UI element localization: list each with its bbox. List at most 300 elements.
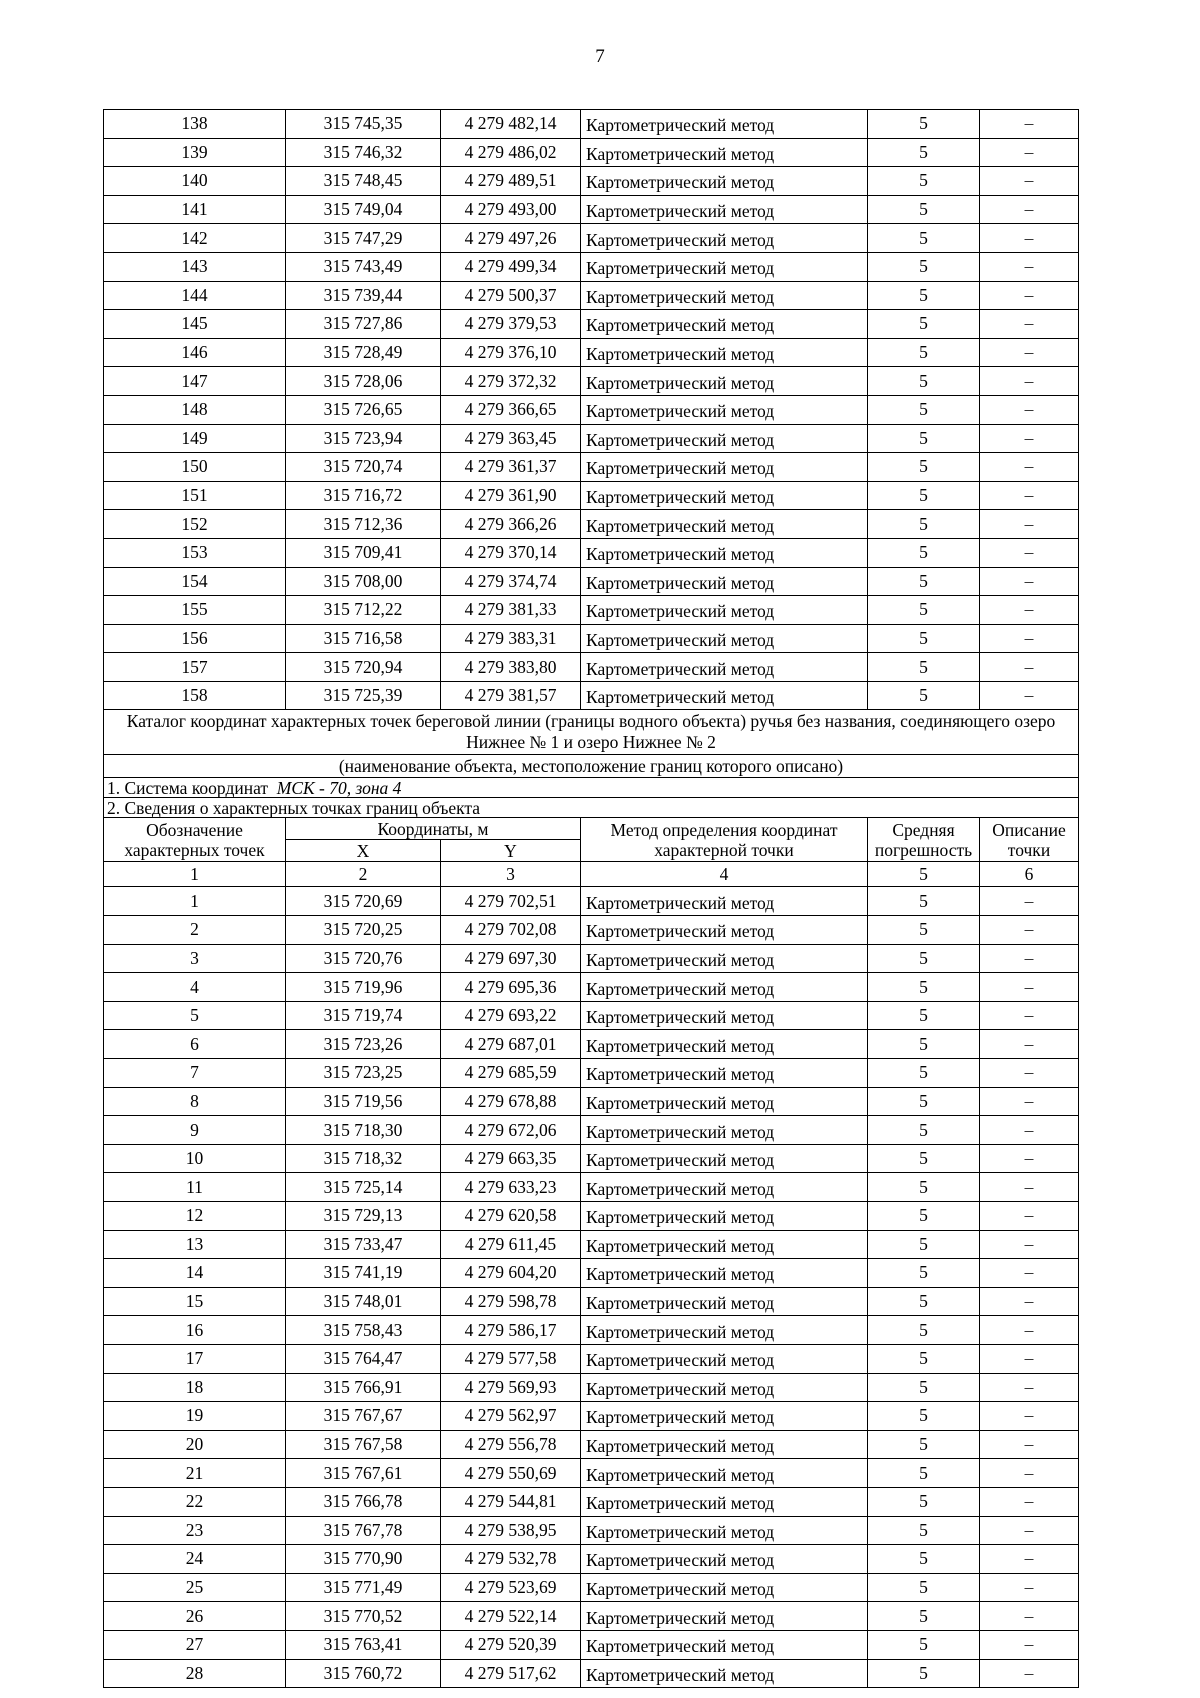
point-number: 24 (104, 1545, 286, 1574)
method: Картометрический метод (581, 1516, 868, 1545)
table-row (104, 1001, 1079, 1030)
table-row (104, 453, 1079, 482)
method: Картометрический метод (581, 1087, 868, 1116)
table-row (104, 1630, 1079, 1659)
mean-error: 5 (868, 510, 980, 539)
point-description: – (980, 1316, 1079, 1345)
header-method: Метод определения координат характерной точки (581, 818, 868, 862)
point-description: – (980, 1430, 1079, 1459)
method: Картометрический метод (581, 453, 868, 482)
catalog-title: Каталог координат характерных точек береговой линии (границы водного объекта) ручья без названия, соединяющего озеро Нижнее № 1 и озеро Нижнее № 2 (104, 710, 1079, 755)
method: Картометрический метод (581, 424, 868, 453)
mean-error: 5 (868, 916, 980, 945)
mean-error: 5 (868, 681, 980, 710)
method: Картометрический метод (581, 1402, 868, 1431)
method: Картометрический метод (581, 1573, 868, 1602)
table-row (104, 395, 1079, 424)
point-description: – (980, 424, 1079, 453)
point-number: 18 (104, 1373, 286, 1402)
point-number: 150 (104, 453, 286, 482)
x-coordinate: 315 746,32 (286, 138, 441, 167)
x-coordinate: 315 766,91 (286, 1373, 441, 1402)
mean-error: 5 (868, 1602, 980, 1631)
mean-error: 5 (868, 110, 980, 139)
point-number: 9 (104, 1116, 286, 1145)
point-number: 155 (104, 596, 286, 625)
x-coordinate: 315 727,86 (286, 310, 441, 339)
y-coordinate: 4 279 499,34 (441, 252, 581, 281)
x-coordinate: 315 719,74 (286, 1001, 441, 1030)
column-number: 1 (104, 862, 286, 887)
point-number: 153 (104, 538, 286, 567)
table-row (104, 1116, 1079, 1145)
y-coordinate: 4 279 702,08 (441, 916, 581, 945)
method: Картометрический метод (581, 1430, 868, 1459)
table-row (104, 367, 1079, 396)
table-row (104, 1402, 1079, 1431)
mean-error: 5 (868, 538, 980, 567)
y-coordinate: 4 279 672,06 (441, 1116, 581, 1145)
point-description: – (980, 1602, 1079, 1631)
point-description: – (980, 1545, 1079, 1574)
y-coordinate: 4 279 693,22 (441, 1001, 581, 1030)
y-coordinate: 4 279 523,69 (441, 1573, 581, 1602)
point-description: – (980, 1202, 1079, 1231)
header-coordinates: Координаты, м (286, 818, 581, 840)
y-coordinate: 4 279 363,45 (441, 424, 581, 453)
table-row (104, 110, 1079, 139)
x-coordinate: 315 725,14 (286, 1173, 441, 1202)
method: Картометрический метод (581, 1116, 868, 1145)
table-row (104, 138, 1079, 167)
table-row (104, 944, 1079, 973)
mean-error: 5 (868, 1059, 980, 1088)
table-row (104, 1573, 1079, 1602)
point-number: 145 (104, 310, 286, 339)
table-row (104, 252, 1079, 281)
method: Картометрический метод (581, 195, 868, 224)
method: Картометрический метод (581, 567, 868, 596)
method: Картометрический метод (581, 1630, 868, 1659)
point-number: 16 (104, 1316, 286, 1345)
point-description: – (980, 653, 1079, 682)
table-row (104, 1602, 1079, 1631)
y-coordinate: 4 279 482,14 (441, 110, 581, 139)
point-number: 27 (104, 1630, 286, 1659)
mean-error: 5 (868, 1202, 980, 1231)
table-row (104, 887, 1079, 916)
method: Картометрический метод (581, 1287, 868, 1316)
table-row (104, 481, 1079, 510)
table-row (104, 281, 1079, 310)
y-coordinate: 4 279 544,81 (441, 1487, 581, 1516)
x-coordinate: 315 718,32 (286, 1144, 441, 1173)
mean-error: 5 (868, 653, 980, 682)
method: Картометрический метод (581, 1173, 868, 1202)
x-coordinate: 315 766,78 (286, 1487, 441, 1516)
mean-error: 5 (868, 424, 980, 453)
table-row (104, 1373, 1079, 1402)
x-coordinate: 315 748,01 (286, 1287, 441, 1316)
point-description: – (980, 110, 1079, 139)
mean-error: 5 (868, 624, 980, 653)
y-coordinate: 4 279 522,14 (441, 1602, 581, 1631)
point-number: 144 (104, 281, 286, 310)
y-coordinate: 4 279 493,00 (441, 195, 581, 224)
table-row (104, 624, 1079, 653)
column-number: 5 (868, 862, 980, 887)
mean-error: 5 (868, 1630, 980, 1659)
table-row (104, 310, 1079, 339)
x-coordinate: 315 712,22 (286, 596, 441, 625)
point-number: 10 (104, 1144, 286, 1173)
table-row (104, 1144, 1079, 1173)
point-number: 143 (104, 252, 286, 281)
mean-error: 5 (868, 310, 980, 339)
point-number: 14 (104, 1259, 286, 1288)
method: Картометрический метод (581, 1001, 868, 1030)
x-coordinate: 315 720,25 (286, 916, 441, 945)
table-row (104, 916, 1079, 945)
method: Картометрический метод (581, 624, 868, 653)
point-number: 139 (104, 138, 286, 167)
point-number: 138 (104, 110, 286, 139)
method: Картометрический метод (581, 1545, 868, 1574)
point-number: 28 (104, 1659, 286, 1688)
x-coordinate: 315 719,56 (286, 1087, 441, 1116)
method: Картометрический метод (581, 1659, 868, 1688)
method: Картометрический метод (581, 916, 868, 945)
table-row (104, 1487, 1079, 1516)
page-number: 7 (595, 46, 605, 67)
mean-error: 5 (868, 567, 980, 596)
point-number: 152 (104, 510, 286, 539)
point-description: – (980, 1402, 1079, 1431)
x-coordinate: 315 770,90 (286, 1545, 441, 1574)
point-description: – (980, 138, 1079, 167)
x-coordinate: 315 767,78 (286, 1516, 441, 1545)
x-coordinate: 315 726,65 (286, 395, 441, 424)
point-number: 22 (104, 1487, 286, 1516)
x-coordinate: 315 739,44 (286, 281, 441, 310)
mean-error: 5 (868, 1487, 980, 1516)
point-number: 20 (104, 1430, 286, 1459)
method: Картометрический метод (581, 1602, 868, 1631)
point-number: 141 (104, 195, 286, 224)
method: Картометрический метод (581, 1202, 868, 1231)
x-coordinate: 315 767,58 (286, 1430, 441, 1459)
point-description: – (980, 281, 1079, 310)
point-number: 23 (104, 1516, 286, 1545)
method: Картометрический метод (581, 887, 868, 916)
y-coordinate: 4 279 376,10 (441, 338, 581, 367)
table-row (104, 1659, 1079, 1688)
point-number: 26 (104, 1602, 286, 1631)
point-description: – (980, 624, 1079, 653)
point-number: 13 (104, 1230, 286, 1259)
header-x: X (286, 840, 441, 862)
table-row (104, 1316, 1079, 1345)
x-coordinate: 315 708,00 (286, 567, 441, 596)
table-row (104, 510, 1079, 539)
table-row (104, 538, 1079, 567)
x-coordinate: 315 725,39 (286, 681, 441, 710)
point-number: 154 (104, 567, 286, 596)
method: Картометрический метод (581, 1373, 868, 1402)
point-number: 21 (104, 1459, 286, 1488)
point-description: – (980, 1487, 1079, 1516)
y-coordinate: 4 279 538,95 (441, 1516, 581, 1545)
points-info-label: 2. Сведения о характерных точках границ объекта (104, 798, 1079, 818)
y-coordinate: 4 279 517,62 (441, 1659, 581, 1688)
point-number: 146 (104, 338, 286, 367)
y-coordinate: 4 279 497,26 (441, 224, 581, 253)
mean-error: 5 (868, 367, 980, 396)
point-description: – (980, 510, 1079, 539)
table-row (104, 424, 1079, 453)
method: Картометрический метод (581, 110, 868, 139)
table-row (104, 1287, 1079, 1316)
y-coordinate: 4 279 366,26 (441, 510, 581, 539)
mean-error: 5 (868, 252, 980, 281)
point-number: 8 (104, 1087, 286, 1116)
method: Картометрический метод (581, 510, 868, 539)
point-description: – (980, 1373, 1079, 1402)
table-row (104, 195, 1079, 224)
point-description: – (980, 1287, 1079, 1316)
method: Картометрический метод (581, 1316, 868, 1345)
method: Картометрический метод (581, 653, 868, 682)
y-coordinate: 4 279 697,30 (441, 944, 581, 973)
header-description: Описание точки (980, 818, 1079, 862)
method: Картометрический метод (581, 1459, 868, 1488)
catalog-subtitle: (наименование объекта, местоположение границ которого описано) (104, 755, 1079, 778)
y-coordinate: 4 279 604,20 (441, 1259, 581, 1288)
y-coordinate: 4 279 562,97 (441, 1402, 581, 1431)
mean-error: 5 (868, 1516, 980, 1545)
table-row (104, 167, 1079, 196)
table-row (104, 1259, 1079, 1288)
x-coordinate: 315 712,36 (286, 510, 441, 539)
point-number: 147 (104, 367, 286, 396)
method: Картометрический метод (581, 481, 868, 510)
mean-error: 5 (868, 1287, 980, 1316)
method: Картометрический метод (581, 310, 868, 339)
mean-error: 5 (868, 338, 980, 367)
table-row (104, 1516, 1079, 1545)
y-coordinate: 4 279 374,74 (441, 567, 581, 596)
method: Картометрический метод (581, 167, 868, 196)
x-coordinate: 315 741,19 (286, 1259, 441, 1288)
point-number: 7 (104, 1059, 286, 1088)
y-coordinate: 4 279 556,78 (441, 1430, 581, 1459)
x-coordinate: 315 718,30 (286, 1116, 441, 1145)
point-description: – (980, 481, 1079, 510)
method: Картометрический метод (581, 395, 868, 424)
x-coordinate: 315 720,74 (286, 453, 441, 482)
mean-error: 5 (868, 1316, 980, 1345)
mean-error: 5 (868, 1230, 980, 1259)
x-coordinate: 315 749,04 (286, 195, 441, 224)
point-description: – (980, 1659, 1079, 1688)
point-number: 149 (104, 424, 286, 453)
point-number: 3 (104, 944, 286, 973)
table-row (104, 224, 1079, 253)
table-row (104, 681, 1079, 710)
mean-error: 5 (868, 224, 980, 253)
x-coordinate: 315 770,52 (286, 1602, 441, 1631)
point-number: 15 (104, 1287, 286, 1316)
point-description: – (980, 224, 1079, 253)
point-number: 25 (104, 1573, 286, 1602)
mean-error: 5 (868, 395, 980, 424)
mean-error: 5 (868, 887, 980, 916)
point-description: – (980, 1116, 1079, 1145)
point-description: – (980, 1173, 1079, 1202)
point-number: 19 (104, 1402, 286, 1431)
method: Картометрический метод (581, 1144, 868, 1173)
point-number: 6 (104, 1030, 286, 1059)
x-coordinate: 315 723,94 (286, 424, 441, 453)
point-number: 5 (104, 1001, 286, 1030)
y-coordinate: 4 279 687,01 (441, 1030, 581, 1059)
y-coordinate: 4 279 520,39 (441, 1630, 581, 1659)
mean-error: 5 (868, 281, 980, 310)
header-error: Средняя погрешность (868, 818, 980, 862)
table-row (104, 596, 1079, 625)
mean-error: 5 (868, 453, 980, 482)
point-description: – (980, 1344, 1079, 1373)
point-description: – (980, 1459, 1079, 1488)
point-number: 17 (104, 1344, 286, 1373)
y-coordinate: 4 279 381,33 (441, 596, 581, 625)
mean-error: 5 (868, 1087, 980, 1116)
method: Картометрический метод (581, 538, 868, 567)
coordinate-system-label: 1. Система координат (107, 777, 269, 798)
table-row (104, 1545, 1079, 1574)
table-row (104, 653, 1079, 682)
x-coordinate: 315 720,76 (286, 944, 441, 973)
point-description: – (980, 195, 1079, 224)
point-number: 151 (104, 481, 286, 510)
method: Картометрический метод (581, 338, 868, 367)
method: Картометрический метод (581, 1030, 868, 1059)
point-description: – (980, 1059, 1079, 1088)
point-description: – (980, 1230, 1079, 1259)
y-coordinate: 4 279 611,45 (441, 1230, 581, 1259)
mean-error: 5 (868, 1573, 980, 1602)
header-y: Y (441, 840, 581, 862)
table-row (104, 1173, 1079, 1202)
x-coordinate: 315 729,13 (286, 1202, 441, 1231)
x-coordinate: 315 760,72 (286, 1659, 441, 1688)
mean-error: 5 (868, 167, 980, 196)
mean-error: 5 (868, 1373, 980, 1402)
table-row (104, 1430, 1079, 1459)
x-coordinate: 315 767,61 (286, 1459, 441, 1488)
table-row (104, 567, 1079, 596)
coordinate-system-value: МСК - 70, зона 4 (276, 777, 402, 798)
y-coordinate: 4 279 569,93 (441, 1373, 581, 1402)
point-description: – (980, 973, 1079, 1002)
x-coordinate: 315 743,49 (286, 252, 441, 281)
y-coordinate: 4 279 678,88 (441, 1087, 581, 1116)
y-coordinate: 4 279 620,58 (441, 1202, 581, 1231)
y-coordinate: 4 279 500,37 (441, 281, 581, 310)
y-coordinate: 4 279 695,36 (441, 973, 581, 1002)
point-description: – (980, 1259, 1079, 1288)
method: Картометрический метод (581, 1259, 868, 1288)
y-coordinate: 4 279 577,58 (441, 1344, 581, 1373)
method: Картометрический метод (581, 1230, 868, 1259)
point-number: 158 (104, 681, 286, 710)
point-description: – (980, 1001, 1079, 1030)
point-description: – (980, 395, 1079, 424)
table-row (104, 1344, 1079, 1373)
table-row (104, 973, 1079, 1002)
y-coordinate: 4 279 550,69 (441, 1459, 581, 1488)
x-coordinate: 315 719,96 (286, 973, 441, 1002)
y-coordinate: 4 279 633,23 (441, 1173, 581, 1202)
table-row (104, 1202, 1079, 1231)
x-coordinate: 315 764,47 (286, 1344, 441, 1373)
point-number: 12 (104, 1202, 286, 1231)
mean-error: 5 (868, 596, 980, 625)
method: Картометрический метод (581, 1344, 868, 1373)
mean-error: 5 (868, 1259, 980, 1288)
mean-error: 5 (868, 1459, 980, 1488)
point-description: – (980, 1630, 1079, 1659)
catalog-header-section (104, 710, 1079, 887)
x-coordinate: 315 747,29 (286, 224, 441, 253)
point-number: 4 (104, 973, 286, 1002)
header-designation: Обозначение характерных точек (104, 818, 286, 862)
x-coordinate: 315 767,67 (286, 1402, 441, 1431)
point-description: – (980, 338, 1079, 367)
point-description: – (980, 887, 1079, 916)
coordinates-table (103, 109, 1079, 1688)
coordinate-system-row (104, 778, 1079, 798)
point-description: – (980, 1144, 1079, 1173)
mean-error: 5 (868, 138, 980, 167)
y-coordinate: 4 279 383,31 (441, 624, 581, 653)
column-number: 6 (980, 862, 1079, 887)
y-coordinate: 4 279 532,78 (441, 1545, 581, 1574)
x-coordinate: 315 771,49 (286, 1573, 441, 1602)
method: Картометрический метод (581, 973, 868, 1002)
method: Картометрический метод (581, 281, 868, 310)
method: Картометрический метод (581, 1059, 868, 1088)
mean-error: 5 (868, 944, 980, 973)
method: Картометрический метод (581, 252, 868, 281)
point-description: – (980, 916, 1079, 945)
mean-error: 5 (868, 1545, 980, 1574)
x-coordinate: 315 723,25 (286, 1059, 441, 1088)
point-description: – (980, 310, 1079, 339)
y-coordinate: 4 279 381,57 (441, 681, 581, 710)
mean-error: 5 (868, 195, 980, 224)
method: Картометрический метод (581, 596, 868, 625)
point-description: – (980, 567, 1079, 596)
point-number: 148 (104, 395, 286, 424)
point-number: 2 (104, 916, 286, 945)
point-description: – (980, 1573, 1079, 1602)
y-coordinate: 4 279 379,53 (441, 310, 581, 339)
point-number: 157 (104, 653, 286, 682)
mean-error: 5 (868, 1116, 980, 1145)
table-row (104, 1030, 1079, 1059)
point-description: – (980, 538, 1079, 567)
